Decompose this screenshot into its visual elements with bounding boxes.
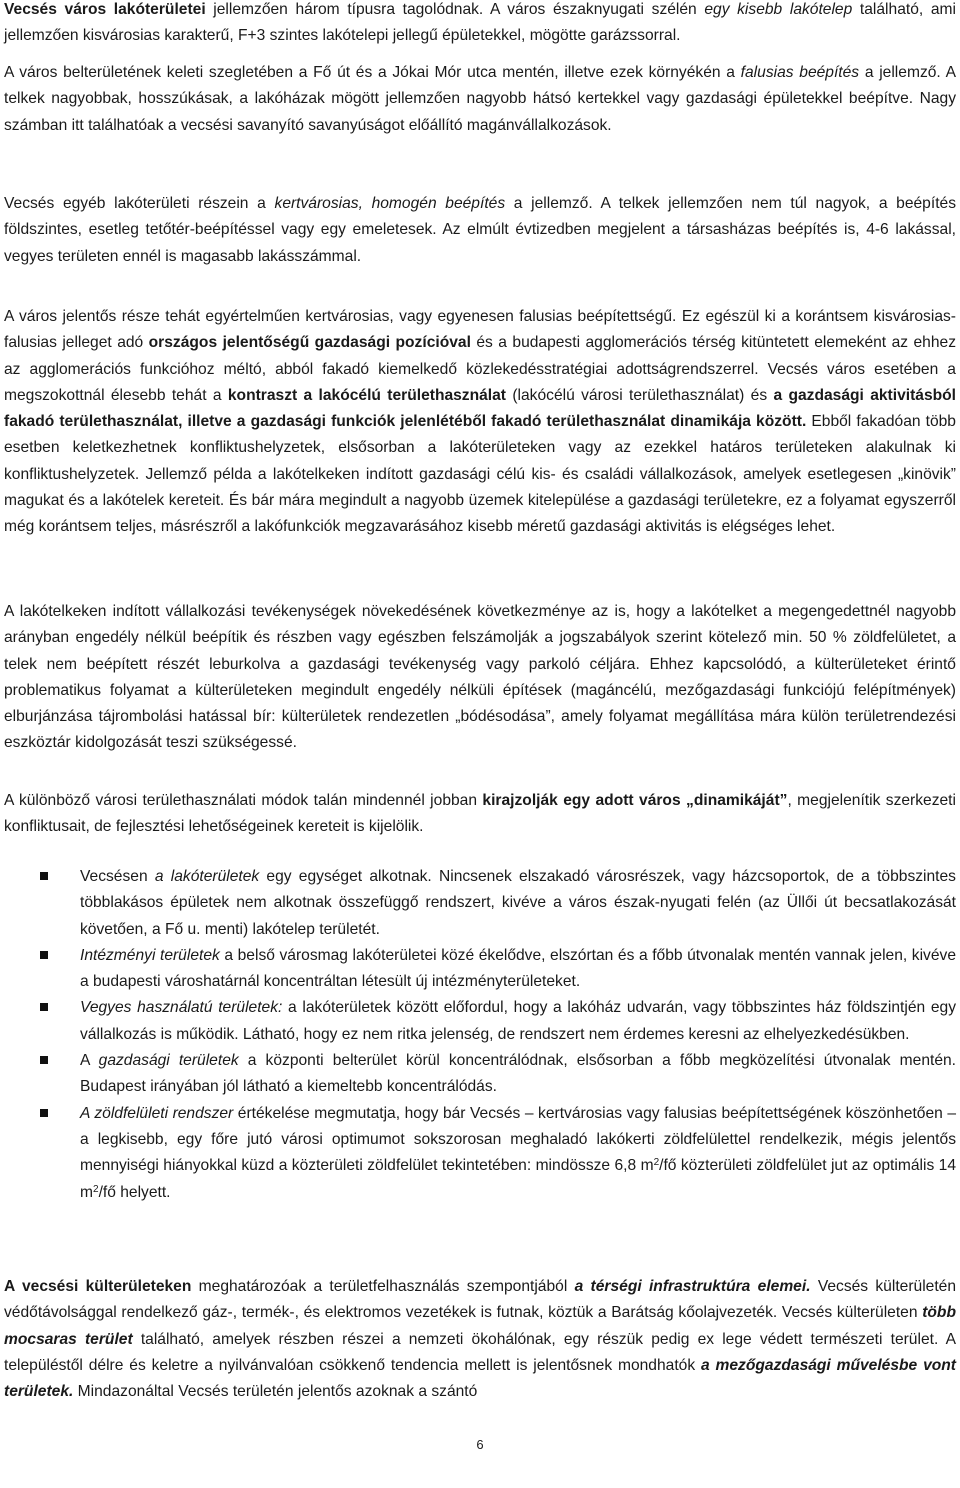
text-run: a belső városmag lakóterületei közé ékelődve, elszórtan és a főbb útvonalak mentén vannak jelen, kivéve a budapesti városhatárnál koncentráltan létesült új intézményterületeket.	[80, 946, 956, 991]
text-run: , megjelenítik szerkezeti konfliktusait, de fejlesztési lehetőségeinek kereteit is kijelölik.	[4, 792, 956, 836]
text-run: meghatározóak a területfelhasználás szempontjából	[191, 1278, 575, 1295]
square-bullet-icon	[40, 872, 48, 880]
paragraph-unauthorized-construction	[4, 599, 956, 757]
text-run: egy egységet alkotnak. Nincsenek elszakadó városrészek, vagy házcsoportok, de a többszintes többlakásos épületek nem alkotnak összefüggő rendszert, kivéve a város észak-nyugati felén (az Üllői út becsatlakozását követően, a Fő u. menti) lakótelep területét.	[80, 868, 956, 938]
text-run: A különböző városi területhasználati módok talán mindennél jobban	[4, 792, 483, 809]
text-run: és a budapesti agglomerációs térség kitüntetett elemeként az ehhez az agglomerációs funkcióhoz méltó, abból fakadó kiemelkedő közlekedésstratégiai adottságrendszerrel. Vecsés város esetében a megszokottnál élesebb tehát a	[4, 334, 956, 404]
text-run: kirajzolják egy adott város „dinamikáját”	[482, 792, 788, 809]
text-run: egy kisebb lakótelep	[704, 1, 853, 18]
text-run: országos jelentőségű gazdasági pozícióval	[148, 334, 471, 352]
page-number: 6	[476, 1437, 484, 1452]
text-run: Ebből fakadóan több esetben keletkezhetnek konfliktushelyzetek, elsősorban a lakóterületeken vagy az ezekkel határos területeken alakulnak ki konfliktushelyzetek. Jellemző példa a lakótelkeken indított gazdasági célú kis- és családi vállalkozások, amelyek esetlegesen „kinövik” magukat és a lakótelek kereteit. És bár mára megindult a nagyobb üzemek kitelepülése a gazdasági területekre, ez a folyamat egyszerről még korántsem teljes, másrészről a lakófunkciók megzavarásához kisebb méretű gazdasági aktivitás is elégséges lehet.	[4, 413, 956, 536]
text-run: A város jelentős része tehát egyértelműen kertvárosias, vagy egyenesen falusias beépítettségű. Ez egészül ki a korántsem kisvárosias-falusias jelleget adó	[4, 308, 956, 352]
square-bullet-icon	[40, 1109, 48, 1117]
text-run: (lakócélú városi területhasználat) és	[506, 386, 774, 404]
paragraph-outskirts	[4, 1274, 956, 1405]
text-run: a mezőgazdasági művelésbe vont területek.	[4, 1356, 956, 1401]
bullet-item	[0, 995, 956, 1048]
paragraph-village-area	[4, 60, 956, 139]
text-run: Mindazonáltal Vecsés területén jelentős azoknak a szántó	[73, 1383, 478, 1401]
square-bullet-icon	[40, 951, 48, 959]
square-bullet-icon	[40, 1003, 48, 1011]
bullet-item	[0, 943, 956, 996]
square-bullet-icon	[40, 1056, 48, 1064]
text-run: A lakótelkeken indított vállalkozási tevékenységek növekedésének következménye az is, hogy a lakótelket a megengedettnél nagyobb arányban engedély nélkül beépítik és részben vagy egészben felszámolják a jogszabályok szerint kötelező min. 50 % zöldfelületet, a telek nem beépített részét leburkolva a gazdasági tevékenység vagy parkoló céljára. Ehhez kapcsolódó, a külterületeket érintő problematikus folyamat a külterületeken megindult engedély nélküli építések (magáncélú, mezőgazdasági funkciójú felépítmények) elburjánzása tájrombolási hatással bír: külterületek rendezetlen „bódésodása”, amely folyamat megállítása mára külön területrendezési eszköztár kidolgozását teszi szükségessé.	[4, 603, 956, 752]
text-run: a központi belterület körül koncentrálódnak, elsősorban a főbb megközelítési útvonalak mentén. Budapest irányában jól látható a kiemeltebb koncentrálódás.	[80, 1052, 956, 1096]
paragraph-city-dynamics	[4, 788, 956, 841]
bullet-item	[0, 1048, 956, 1101]
paragraph-suburban-area	[4, 191, 956, 270]
text-run: Vegyes használatú területek:	[80, 999, 283, 1017]
text-run: Vecsés külterületén védőtávolsággal rendelkező gáz-, termék-, és elektromos vezetékek is futnak, köztük a Barátság kőolajvezeték. Vecsés külterületen	[4, 1278, 957, 1322]
text-run: /fő helyett.	[98, 1183, 171, 1201]
text-run: Vecsésen	[80, 868, 155, 885]
text-run: a térségi infrastruktúra elemei.	[574, 1278, 811, 1295]
bullet-item	[0, 1101, 956, 1206]
text-run: a jellemző. A telkek jellemzően nem túl nagyok, a beépítés földszintes, esetleg tetőtér-beépítéssel vagy egy emeletesek. Az elmúlt évtizedben megjelent a társasházas beépítés is, 4-6 lakással, vegyes területen ennél is magasabb lakásszámmal.	[4, 195, 956, 265]
text-run: A város belterületének keleti szegletében a Fő út és a Jókai Mór utca mentén, illetve ezek környékén a	[4, 64, 741, 81]
text-run: Intézményi területek	[80, 946, 220, 964]
text-run: a jellemző. A telkek nagyobbak, hosszúkásak, a lakóházak mögött jellemzően nagyobb hátsó kertekkel vagy gazdasági épületekkel beépítve. Nagy számban itt találhatóak a vecsési savanyító savanyúságot előállító magánvállalkozások.	[4, 64, 957, 134]
text-run: értékelése megmutatja, hogy bár Vecsés – kertvárosias vagy falusias beépítettségének köszönhetően – a legkisebb, egy főre jutó városi optimumot sokszorosan meghaladó lakókerti zöldfelülettel rendelkezik, mégis jelentős mennyiségi hiányokkal küzd a közterületi zöldfelület tekintetében: mindössze 6,8 m	[80, 1104, 956, 1175]
paragraph-residential-types	[4, 0, 956, 50]
land-use-bullet-list	[0, 864, 956, 1206]
text-run: kontraszt a lakócélú területhasználat	[227, 386, 507, 404]
text-run: A vecsési külterületeken	[4, 1278, 192, 1295]
text-run: a lakóterületek	[154, 868, 260, 885]
text-run: található, ami jellemzően kisvárosias karakterű, F+3 szintes lakótelepi jellegű épületekkel, mögötte garázssorral.	[4, 1, 956, 45]
text-run: Vecsés egyéb lakóterületi részein a	[4, 195, 275, 212]
text-run: falusias beépítés	[740, 64, 860, 81]
text-run: A	[80, 1052, 99, 1070]
text-run: jellemzően három típusra tagolódnak. A város északnyugati szélén	[205, 1, 705, 18]
text-run: /fő közterületi zöldfelület jut az optimális 14 m	[80, 1157, 956, 1201]
text-run: több mocsaras terület	[4, 1304, 956, 1348]
text-run: 2	[93, 1183, 99, 1195]
paragraph-land-use-conflicts	[4, 304, 956, 541]
text-run: található, amelyek részben részei a nemzeti ökohálónak, egy részük pedig ex lege védett természeti terület. A településtől délre és keletre a nyilvánvalóan csökkenő tendencia mellett is jelentősnek mondhatók	[4, 1330, 956, 1374]
text-run: a lakóterületek között előfordul, hogy a lakóház udvarán, vagy többszintes ház földszintjén egy vállalkozás is működik. Látható, hogy ez nem ritka jelenség, de rendszert nem érdemes keresni az elhelyezkedésükben.	[80, 999, 957, 1043]
text-run: A zöldfelületi rendszer	[80, 1104, 234, 1122]
bullet-item	[0, 864, 956, 943]
text-run: Vecsés város lakóterületei	[4, 1, 206, 18]
text-run: gazdasági területek	[98, 1052, 239, 1070]
text-run: 2	[653, 1157, 660, 1169]
text-run: kertvárosias, homogén beépítés	[274, 195, 506, 212]
text-run: a gazdasági aktivitásból fakadó területhasználat, illetve a gazdasági funkciók jelenlétéből fakadó területhasználat dinamikája között.	[4, 386, 957, 431]
